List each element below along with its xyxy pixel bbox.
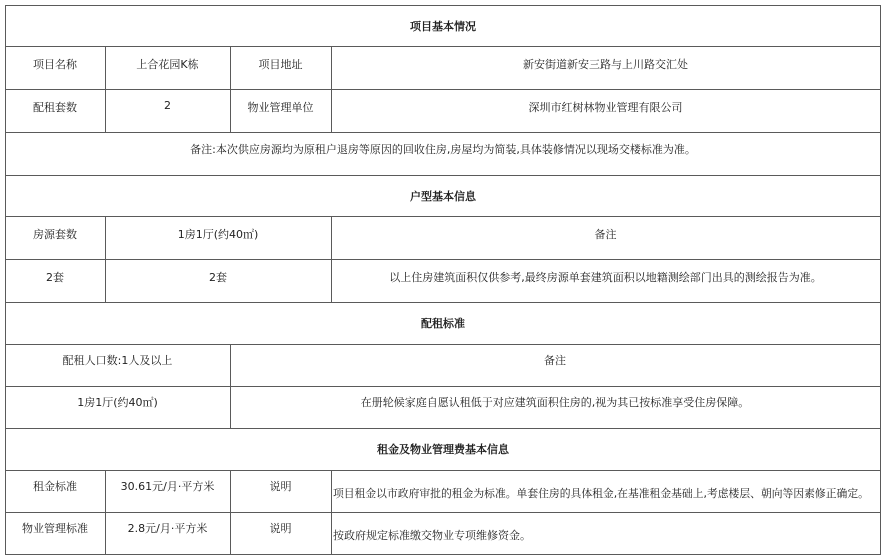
unit-header-type: 1房1厅(约40㎡)	[177, 228, 259, 241]
project-address-label: 项目地址	[258, 58, 303, 71]
section-title-unit-info: 户型基本信息	[410, 189, 476, 203]
standard-row-remark: 在册轮候家庭自愿认租低于对应建筑面积住房的,视为其已按标准享受住房保障。	[360, 396, 750, 409]
standard-header-remark: 备注	[544, 354, 566, 367]
standard-row-type: 1房1厅(约40㎡)	[77, 396, 158, 409]
project-name-label: 项目名称	[33, 58, 77, 71]
mgmt-note-text: 按政府规定标准缴交物业专项维修资金。	[333, 529, 531, 542]
section-title-basic-info: 项目基本情况	[410, 19, 476, 33]
section-title-standard: 配租标准	[421, 317, 465, 330]
unit-row-remark: 以上住房建筑面积仅供参考,最终房源单套建筑面积以地籍测绘部门出具的测绘报告为准。	[389, 271, 822, 284]
rent-standard-value: 30.61元/月·平方米	[120, 480, 215, 493]
property-mgmt-value: 深圳市红树林物业管理有限公司	[528, 101, 683, 114]
mgmt-standard-label: 物业管理标准	[22, 522, 88, 535]
unit-header-count: 房源套数	[33, 228, 77, 241]
unit-row-count: 2套	[46, 271, 64, 284]
section-title-rent-info: 租金及物业管理费基本信息	[377, 443, 509, 456]
project-name-value: 上合花园K栋	[136, 58, 199, 71]
unit-count-label: 配租套数	[33, 101, 77, 114]
project-address-value: 新安街道新安三路与上川路交汇处	[523, 58, 688, 71]
property-mgmt-label: 物业管理单位	[247, 101, 314, 114]
mgmt-standard-value: 2.8元/月·平方米	[127, 522, 208, 535]
unit-header-remark: 备注	[594, 228, 617, 241]
unit-row-type: 2套	[209, 271, 227, 284]
rent-note-text: 项目租金以市政府审批的租金为标准。单套住房的具体租金,在基准租金基础上,考虑楼层、朝向等因素修正确定。	[333, 486, 869, 500]
project-remark: 备注:本次供应房源均为原租户退房等原因的回收住房,房屋均为简装,具体装修情况以现场交楼标准为准。	[190, 143, 696, 156]
mgmt-note-label: 说明	[269, 522, 292, 535]
standard-header-population: 配租人口数:1人及以上	[62, 354, 173, 367]
unit-count-value: 2	[164, 99, 171, 112]
rent-standard-label: 租金标准	[33, 480, 77, 493]
rent-note-label: 说明	[269, 480, 292, 493]
